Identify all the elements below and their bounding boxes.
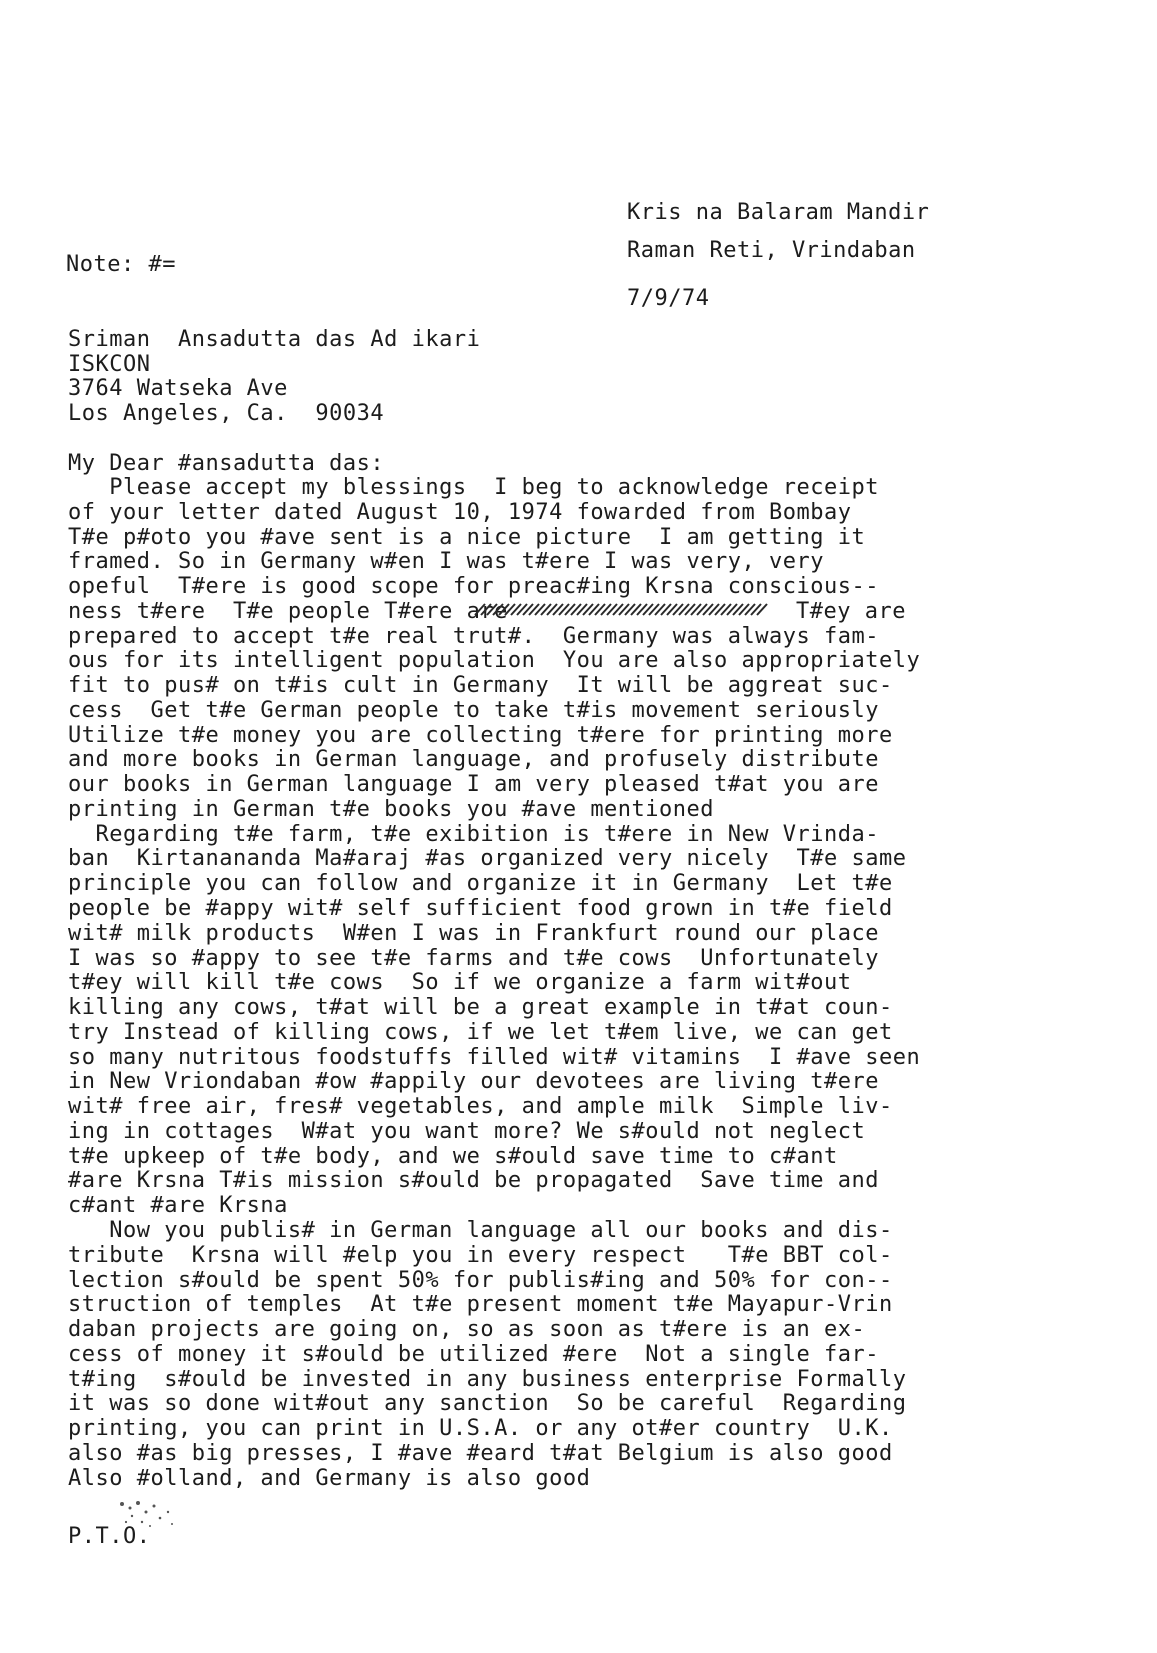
recipient-city: Los Angeles, Ca. 90034 xyxy=(68,401,385,426)
letter-body-line: principle you can follow and organize it in Germany Let t#e xyxy=(68,871,893,897)
letter-body-line: opeful T#ere is good scope for preac#ing Krsna conscious-- xyxy=(68,574,879,600)
letter-body-line: t#ey will kill t#e cows So if we organize a farm wit#out xyxy=(68,970,852,996)
letter-body xyxy=(68,476,920,1491)
letter-body-line: fit to pus# on t#is cult in Germany It will be aggreat suc- xyxy=(68,673,893,699)
note-line: Note: #= xyxy=(66,252,176,277)
letter-date: 7/9/74 xyxy=(627,286,710,311)
sender-address-line-1: Kris na Balaram Mandir xyxy=(627,200,930,225)
letter-body-line: #are Krsna T#is mission s#ould be propagated Save time and xyxy=(68,1168,879,1194)
letter-body-line: I was so #appy to see t#e farms and t#e cows Unfortunately xyxy=(68,945,879,971)
page-turn-over-note: P.T.O. xyxy=(68,1524,151,1549)
letter-body-line: and more books in German language, and profusely distribute xyxy=(68,747,879,773)
letter-body-line: prepared to accept t#e real trut#. Germany was always fam- xyxy=(68,623,879,649)
letter-body-line: struction of temples At t#e present moment t#e Mayapur-Vrin xyxy=(68,1292,893,1318)
letter-body-line: try Instead of killing cows, if we let t#em live, we can get xyxy=(68,1019,893,1045)
letter-body-line-tail: T#ey are xyxy=(796,598,906,624)
letter-body-line: lection s#ould be spent 50% for publis#ing and 50% for con-- xyxy=(68,1267,893,1293)
typed-overstrike-mark xyxy=(471,601,801,619)
letter-body-line: also #as big presses, I #ave #eard t#at Belgium is also good xyxy=(68,1440,893,1466)
letter-body-line: in New Vriondaban #ow #appily our devotees are living t#ere xyxy=(68,1069,879,1095)
sender-address-line-2: Raman Reti, Vrindaban xyxy=(627,238,916,263)
letter-body-line: printing, you can print in U.S.A. or any ot#er country U.K. xyxy=(68,1416,893,1442)
recipient-street: 3764 Watseka Ave xyxy=(68,376,288,401)
letter-body-line: Please accept my blessings I beg to acknowledge receipt xyxy=(68,475,879,500)
letter-body-line: ness t#ere T#e people T#ere are xyxy=(68,598,508,624)
letter-body-line: it was so done wit#out any sanction So be careful Regarding xyxy=(68,1391,907,1417)
letter-body-line: our books in German language I am very pleased t#at you are xyxy=(68,772,879,798)
letter-body-line: Regarding t#e farm, t#e exibition is t#ere in New Vrinda- xyxy=(68,821,879,847)
salutation: My Dear #ansadutta das: xyxy=(68,451,385,476)
letter-body-line: ing in cottages W#at you want more? We s#ould not neglect xyxy=(68,1118,866,1144)
letter-body-line: of your letter dated August 10, 1974 fowarded from Bombay xyxy=(68,499,852,525)
letter-body-line: daban projects are going on, so as soon as t#ere is an ex- xyxy=(68,1317,866,1343)
letter-body-line: Utilize t#e money you are collecting t#ere for printing more xyxy=(68,722,893,748)
letter-body-line: cess of money it s#ould be utilized #ere Not a single far- xyxy=(68,1341,879,1367)
letter-body-line: t#e upkeep of t#e body, and we s#ould save time to c#ant xyxy=(68,1143,838,1169)
letter-body-line: t#ing s#ould be invested in any business enterprise Formally xyxy=(68,1366,907,1392)
letter-body-line: so many nutritous foodstuffs filled wit# vitamins I #ave seen xyxy=(68,1044,921,1070)
letter-body-line: ban Kirtanananda Ma#araj #as organized very nicely T#e same xyxy=(68,846,907,872)
letter-body-line: T#e p#oto you #ave sent is a nice picture I am getting it xyxy=(68,524,866,550)
letter-body-line: wit# free air, fres# vegetables, and ample milk Simple liv- xyxy=(68,1094,893,1120)
letter-body-line: Also #olland, and Germany is also good xyxy=(68,1465,591,1491)
letter-body-line: framed. So in Germany w#en I was t#ere I was very, very xyxy=(68,549,824,575)
recipient-organization: ISKCON xyxy=(68,352,151,377)
letter-body-line: tribute Krsna will #elp you in every respect T#e BBT col- xyxy=(68,1242,893,1268)
letter-body-line: killing any cows, t#at will be a great example in t#at coun- xyxy=(68,995,893,1021)
letter-body-line: wit# milk products W#en I was in Frankfurt round our place xyxy=(68,920,879,946)
recipient-name: Sriman Ansadutta das Ad ikari xyxy=(68,327,481,352)
letter-body-line: people be #appy wit# self sufficient food grown in t#e field xyxy=(68,896,893,922)
letter-body-line: c#ant #are Krsna xyxy=(68,1193,288,1219)
letter-body-line: printing in German t#e books you #ave mentioned xyxy=(68,796,715,822)
letter-body-line: cess Get t#e German people to take t#is movement seriously xyxy=(68,697,879,723)
letter-body-line: Now you publis# in German language all our books and dis- xyxy=(68,1217,893,1243)
letter-body-line: ous for its intelligent population You are also appropriately xyxy=(68,648,921,674)
